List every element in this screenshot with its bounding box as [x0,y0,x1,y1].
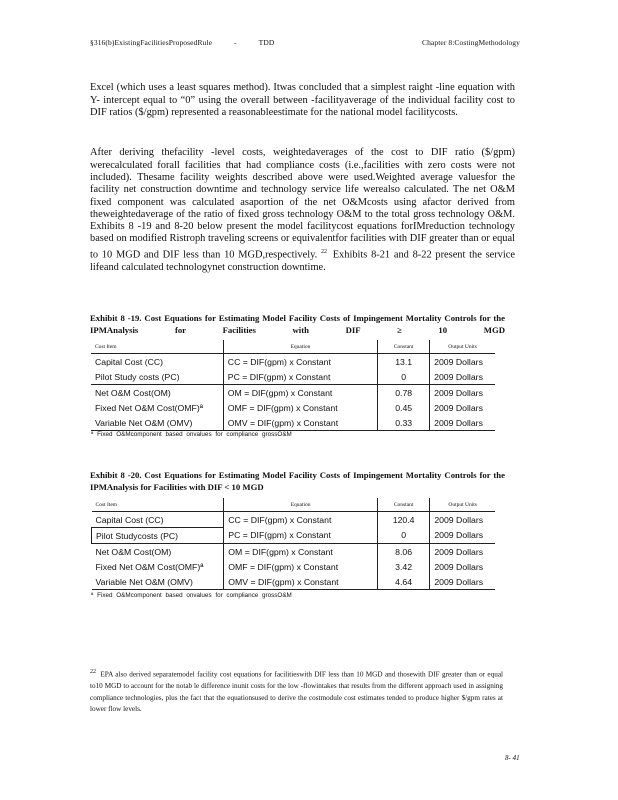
cell-cost-item: Capital Cost (CC) [95,356,164,367]
cell-equation: PC = DIF(gpm) x Constant [224,528,378,544]
table-row [91,415,495,431]
table-row [91,354,495,370]
header-section: §316(b)ExistingFacilitiesProposedRule [90,38,213,47]
cell-units: 2009 Dollars [430,369,495,385]
table-row [92,574,496,590]
table-row [91,369,495,385]
cell-constant: 0 [377,528,429,544]
running-header [90,38,520,47]
cell-units: 2009 Dollars [430,559,495,574]
exhibit-8-19-note: ª Fixed O&Mcomponent based onvalues for compliance grossO&M [91,431,292,438]
cell-equation: OMF = DIF(gpm) x Constant [223,400,377,415]
exhibit-8-19-title: Exhibit 8 -19. Cost Equations for Estimating Model Facility Costs of Impingement Mortality Controls for the IPMAnalysis for Facilities with DIF ≥ 10 MGD [90,313,505,335]
body-paragraph-1: Excel (which uses a least squares method). Itwas concluded that a simplest raight -line equation with Y- intercept equal to “0” using the overall between -facilityaverage of the individual facility cost to DIF ratios ($/gpm) represented a reasonableestimate for the national model facilitycosts. [90,82,515,118]
cell-equation: CC = DIF(gpm) x Constant [224,512,378,528]
cell-cost-item: Fixed Net O&M Cost(OMF)ª [95,402,203,413]
header-cost-item: Cost Item [91,340,223,354]
header-equation: Equation [224,498,378,512]
cell-constant: 0.45 [378,400,430,415]
cell-constant: 8.06 [377,544,429,560]
cell-constant: 3.42 [377,559,429,574]
cell-units: 2009 Dollars [430,415,495,431]
cell-equation: PC = DIF(gpm) x Constant [223,369,377,385]
cell-units: 2009 Dollars [430,354,495,370]
body-paragraph-2 [90,147,515,273]
cell-equation: OMV = DIF(gpm) x Constant [224,574,378,590]
footnote-marker: 22 [90,669,96,675]
cell-cost-item: Net O&M Cost(OM) [95,546,172,557]
table-row [92,559,496,574]
header-dash: - [234,38,237,47]
table-row [92,512,496,528]
table-row [92,544,496,560]
footnote-reference: 22 [320,248,327,255]
header-output-units: Output Units [430,340,495,354]
header-constant: Constant [377,498,429,512]
cell-units: 2009 Dollars [430,544,495,560]
cell-units: 2009 Dollars [430,528,495,544]
exhibit-8-19-table [91,340,495,431]
cell-units: 2009 Dollars [430,574,495,590]
header-chapter: Chapter 8:CostingMethodology [421,38,520,47]
cell-constant: 120.4 [377,512,429,528]
cell-constant: 0.33 [378,415,430,431]
cell-cost-item: Variable Net O&M (OMV) [92,574,224,590]
cell-units: 2009 Dollars [430,400,495,415]
page-number: 8- 41 [505,754,520,762]
cell-cost-item: Variable Net O&M (OMV) [91,415,223,431]
table-header-row [92,498,496,512]
header-doc: TDD [258,38,275,47]
cell-equation: OM = DIF(gpm) x Constant [224,544,378,560]
cell-cost-item: Capital Cost (CC) [95,514,164,525]
cell-constant: 4.64 [377,574,429,590]
cell-units: 2009 Dollars [430,385,495,401]
cell-constant: 0.78 [378,385,430,401]
header-cost-item: Cost Item [92,498,224,512]
cell-equation: CC = DIF(gpm) x Constant [223,354,377,370]
header-equation: Equation [223,340,377,354]
table-row [91,400,495,415]
footnote [90,667,503,716]
table-header-row [91,340,495,354]
cell-constant: 0 [378,369,430,385]
cell-equation: OM = DIF(gpm) x Constant [223,385,377,401]
paragraph-2-text: After deriving thefacility -level costs, weightedaverages of the cost to DIF ratio ($/gpm) werecalculated forall facilities that had compliance costs (i.e.,facilities with zero costs were not included). Thesame facility weights described above were used.Weighted average valuesfor the facility net construction downtime and technology service life werealso calculated. The net O&M fixed component was calculated asaportion of the net O&Mcosts using afactor derived from theweightedaverage of the ratio of fixed gross technology O&M to the total gross technology O&M. Exhibits 8 -19 and 8-20 below present the model facilitycost equations forIMreduction technology based on modified Ristroph traveling screens or equivalentfor facilities with DIF greater than or equal to 10 MGD and DIF less than 10 MGD,respectively. [90,147,515,261]
cell-units: 2009 Dollars [430,512,495,528]
cell-equation: OMV = DIF(gpm) x Constant [223,415,377,431]
exhibit-8-20-note: ª Fixed O&Mcomponent based onvalues for compliance grossO&M [91,592,292,599]
header-constant: Constant [378,340,430,354]
exhibit-8-20-table [91,498,495,590]
cell-cost-item: Fixed Net O&M Cost(OMF)ª [95,561,204,572]
cell-cost-item: Pilot Study costs (PC) [91,369,223,385]
cell-cost-item: Pilot Studycosts (PC) [92,528,224,544]
cell-constant: 13.1 [378,354,430,370]
header-output-units: Output Units [430,498,495,512]
cell-equation: OMF = DIF(gpm) x Constant [224,559,378,574]
exhibit-8-20-title: Exhibit 8 -20. Cost Equations for Estimating Model Facility Costs of Impingement Mortality Controls for the IPMAnalysis for Facilities with DIF < 10 MGD [90,470,505,492]
table-row [91,385,495,401]
table-row [92,528,496,544]
footnote-text: EPA also derived separatemodel facility cost equations for facilitieswith DIF less than 10 MGD and thosewith DIF greater than or equal to10 MGD to account for the notab le difference inunit costs for the low -flowintakes that results from the different approach used in assigning compliance technologies, plus the fact that the equationsused to derive the costmodule cost estimates tended to produce higher $/gpm rates at lower flow levels. [90,670,504,714]
paragraph-2-tail: Exhibits 8-21 and 8-22 present the service lifeand calculated technologynet construction downtime. [90,249,515,273]
cell-cost-item: Net O&M Cost(OM) [95,387,171,398]
